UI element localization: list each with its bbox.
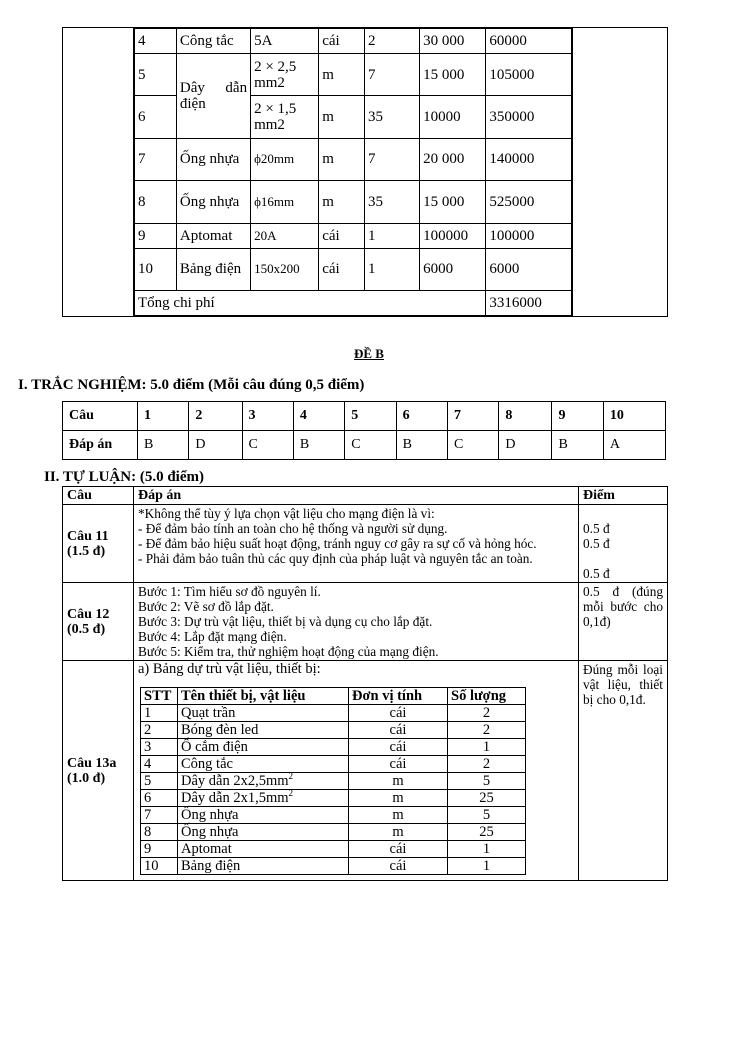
mat-name	[178, 773, 349, 790]
trac-nghiem-heading: I. TRẮC NGHIỆM: 5.0 điểm (Mỗi câu đúng 0,5 điểm)	[18, 377, 365, 393]
cost-qty: 1	[365, 223, 420, 248]
cost-qty: 7	[365, 138, 420, 180]
cost-qty: 35	[365, 96, 420, 138]
answer-line: - Phải đảm bảo tuân thủ các quy định của pháp luật và nguyên tắc an toàn.	[138, 551, 533, 566]
mat-qty: 5	[448, 807, 526, 824]
table-row	[141, 722, 526, 739]
answer-letter: C	[447, 431, 498, 460]
cost-stt: 6	[135, 96, 177, 138]
mat-stt: 8	[141, 824, 178, 841]
question-number: 4	[293, 402, 344, 431]
cost-spec: 20A	[251, 223, 319, 248]
table-row	[141, 773, 526, 790]
table-row	[141, 807, 526, 824]
table-row	[135, 248, 572, 290]
question-number: 9	[552, 402, 603, 431]
mat-name-text: Ống nhựa	[181, 824, 239, 840]
cost-name: Ống nhựa	[176, 181, 250, 223]
mat-name-text: Dây dẫn 2x2,5mm	[181, 773, 289, 789]
cost-unit: cái	[319, 248, 365, 290]
cost-table	[134, 28, 572, 316]
cost-stt: 4	[135, 29, 177, 54]
table-row	[141, 858, 526, 875]
cost-qty: 2	[365, 29, 420, 54]
question-number: 7	[447, 402, 498, 431]
table-row	[141, 841, 526, 858]
materials-table	[140, 687, 526, 875]
cost-name: Aptomat	[176, 223, 250, 248]
mat-name	[178, 824, 349, 841]
question-label: Câu 11 (1.5 đ)	[63, 505, 134, 583]
mat-qty: 1	[448, 841, 526, 858]
table-row	[141, 756, 526, 773]
answer-line: - Để đảm bảo tính an toàn cho hệ thống và người sử dụng.	[138, 521, 448, 536]
table-row	[135, 54, 572, 96]
cost-name: Công tắc	[176, 29, 250, 54]
answer-line: *Không thể tùy ý lựa chọn vật liệu cho mạng điện là vì:	[138, 506, 435, 521]
mat-stt: 2	[141, 722, 178, 739]
question-label: Câu 12 (0.5 đ)	[63, 583, 134, 661]
cost-price: 30 000	[420, 29, 486, 54]
table-row	[63, 402, 666, 431]
cost-unit: cái	[319, 29, 365, 54]
table-row	[135, 138, 572, 180]
table-row	[135, 290, 572, 315]
question-number: 8	[499, 402, 552, 431]
mat-stt: 5	[141, 773, 178, 790]
mat-unit: cái	[349, 739, 448, 756]
mat-qty: 2	[448, 705, 526, 722]
cost-qty: 7	[365, 54, 420, 96]
mat-qty: 25	[448, 824, 526, 841]
mat-unit: cái	[349, 858, 448, 875]
cost-stt: 8	[135, 181, 177, 223]
mat-name-text: Công tắc	[181, 756, 233, 772]
mat-name	[178, 841, 349, 858]
mat-stt: 10	[141, 858, 178, 875]
mat-unit: m	[349, 807, 448, 824]
question-number: 10	[603, 402, 665, 431]
answer-letter: B	[138, 431, 189, 460]
table-row	[135, 181, 572, 223]
mat-name-text: Bóng đèn led	[181, 722, 259, 738]
mat-name-sup: 2	[288, 771, 294, 782]
cost-price: 100000	[420, 223, 486, 248]
mat-name	[178, 790, 349, 807]
cost-name: Bảng điện	[176, 248, 250, 290]
cost-unit: m	[319, 96, 365, 138]
cost-total: 60000	[486, 29, 572, 54]
cost-total: 140000	[486, 138, 572, 180]
cost-stt: 9	[135, 223, 177, 248]
answer-line: Bước 2: Vẽ sơ đồ lắp đặt.	[138, 599, 274, 614]
cost-table-frame	[62, 27, 668, 317]
mat-header: Số lượng	[448, 688, 526, 705]
answer-line: Bước 4: Lắp đặt mạng điện.	[138, 629, 287, 644]
section-title: ĐỀ B	[354, 346, 384, 361]
mat-unit: m	[349, 824, 448, 841]
mat-qty: 5	[448, 773, 526, 790]
table-row	[63, 661, 668, 881]
cost-price: 6000	[420, 248, 486, 290]
mat-name	[178, 858, 349, 875]
answer-row-label: Câu	[63, 402, 138, 431]
answer-letter: C	[345, 431, 396, 460]
score-value: 0.5 đ	[583, 566, 610, 581]
answer-cell	[134, 505, 579, 583]
question-number: 1	[138, 402, 189, 431]
mat-qty: 1	[448, 858, 526, 875]
answer-letter: B	[396, 431, 447, 460]
cost-price: 15 000	[420, 54, 486, 96]
cost-name: Ống nhựa	[176, 138, 250, 180]
cost-name: Dây dẫn điện	[176, 54, 250, 139]
mat-name-text: Ống nhựa	[181, 807, 239, 823]
table-row	[141, 824, 526, 841]
score-value: 0.5 đ	[583, 536, 610, 551]
question-number: 2	[189, 402, 242, 431]
answer-letter: D	[189, 431, 242, 460]
cost-total-value: 3316000	[486, 290, 572, 315]
cost-spec: 2 × 1,5 mm2	[251, 96, 319, 138]
col-header-score: Điểm	[579, 487, 668, 505]
mat-qty: 2	[448, 722, 526, 739]
cost-total: 525000	[486, 181, 572, 223]
mat-unit: cái	[349, 705, 448, 722]
mat-name-text: Aptomat	[181, 841, 232, 857]
answer-cell	[134, 583, 579, 661]
cost-spec: ϕ20mm	[251, 138, 319, 180]
table-row	[63, 505, 668, 583]
cost-stt: 10	[135, 248, 177, 290]
mat-name-text: Bảng điện	[181, 858, 241, 874]
mat-name	[178, 756, 349, 773]
cost-spec: ϕ16mm	[251, 181, 319, 223]
mat-stt: 6	[141, 790, 178, 807]
cost-total: 105000	[486, 54, 572, 96]
answer-letter: C	[242, 431, 293, 460]
cost-stt: 5	[135, 54, 177, 96]
question-number: 3	[242, 402, 293, 431]
mat-qty: 25	[448, 790, 526, 807]
cost-total: 6000	[486, 248, 572, 290]
mat-stt: 3	[141, 739, 178, 756]
mat-name-sup: 2	[288, 788, 294, 799]
answer-line: - Để đảm bảo hiệu suất hoạt động, tránh nguy cơ gây ra sự cố và hỏng hóc.	[138, 536, 537, 551]
mat-unit: cái	[349, 756, 448, 773]
answer-line: Bước 5: Kiểm tra, thử nghiệm hoạt động của mạng điện.	[138, 644, 439, 659]
cost-total: 100000	[486, 223, 572, 248]
answer-line: Bước 1: Tìm hiểu sơ đồ nguyên lí.	[138, 584, 321, 599]
table-row	[135, 223, 572, 248]
table-row	[63, 583, 668, 661]
mat-header: Tên thiết bị, vật liệu	[178, 688, 349, 705]
table-row	[141, 739, 526, 756]
mat-stt: 9	[141, 841, 178, 858]
mat-unit: m	[349, 773, 448, 790]
answer-line: a) Bảng dự trù vật liệu, thiết bị:	[138, 661, 321, 677]
cost-stt: 7	[135, 138, 177, 180]
mat-name	[178, 705, 349, 722]
cost-price: 15 000	[420, 181, 486, 223]
table-row	[141, 790, 526, 807]
cost-qty: 35	[365, 181, 420, 223]
cost-right-column	[573, 28, 668, 317]
mat-name-text: Dây dẫn 2x1,5mm	[181, 790, 289, 806]
question-label: Câu 13a (1.0 đ)	[63, 661, 134, 881]
tu-luan-heading: II. TỰ LUẬN: (5.0 điểm)	[44, 469, 204, 485]
question-number: 5	[345, 402, 396, 431]
mat-qty: 1	[448, 739, 526, 756]
cost-spec: 2 × 2,5 mm2	[251, 54, 319, 96]
answer-table	[62, 401, 666, 460]
col-header-answer: Đáp án	[134, 487, 579, 505]
table-row	[63, 431, 666, 460]
mat-header: STT	[141, 688, 178, 705]
question-number: 6	[396, 402, 447, 431]
col-header-question: Câu	[63, 487, 134, 505]
answer-line: Bước 3: Dự trù vật liệu, thiết bị và dụng cụ cho lắp đặt.	[138, 614, 433, 629]
cost-total-label: Tổng chi phí	[135, 290, 486, 315]
mat-name	[178, 722, 349, 739]
cost-qty: 1	[365, 248, 420, 290]
mat-qty: 2	[448, 756, 526, 773]
cost-unit: cái	[319, 223, 365, 248]
cost-unit: m	[319, 181, 365, 223]
mat-name	[178, 739, 349, 756]
score-cell	[579, 505, 668, 583]
mat-stt: 1	[141, 705, 178, 722]
mat-stt: 7	[141, 807, 178, 824]
answer-letter: D	[499, 431, 552, 460]
answer-cell	[134, 661, 579, 881]
answer-row-label: Đáp án	[63, 431, 138, 460]
essay-answer-table	[62, 486, 668, 881]
mat-name-text: Ổ cắm điện	[181, 739, 248, 755]
mat-name-text: Quạt trần	[181, 705, 236, 721]
cost-left-column	[63, 28, 134, 317]
mat-unit: cái	[349, 841, 448, 858]
answer-letter: A	[603, 431, 665, 460]
cost-unit: m	[319, 138, 365, 180]
table-row	[141, 688, 526, 705]
table-row	[63, 487, 668, 505]
mat-name	[178, 807, 349, 824]
mat-header: Đơn vị tính	[349, 688, 448, 705]
table-row	[135, 29, 572, 54]
mat-unit: m	[349, 790, 448, 807]
score-cell: 0.5 đ (đúng mỗi bước cho 0,1đ)	[579, 583, 668, 661]
answer-letter: B	[552, 431, 603, 460]
cost-spec: 5A	[251, 29, 319, 54]
answer-letter: B	[293, 431, 344, 460]
cost-total: 350000	[486, 96, 572, 138]
mat-unit: cái	[349, 722, 448, 739]
mat-stt: 4	[141, 756, 178, 773]
table-row	[141, 705, 526, 722]
cost-price: 20 000	[420, 138, 486, 180]
score-cell: Đúng mỗi loại vật liệu, thiết bị cho 0,1đ.	[579, 661, 668, 881]
cost-unit: m	[319, 54, 365, 96]
cost-spec: 150x200	[251, 248, 319, 290]
cost-price: 10000	[420, 96, 486, 138]
score-value: 0.5 đ	[583, 521, 610, 536]
